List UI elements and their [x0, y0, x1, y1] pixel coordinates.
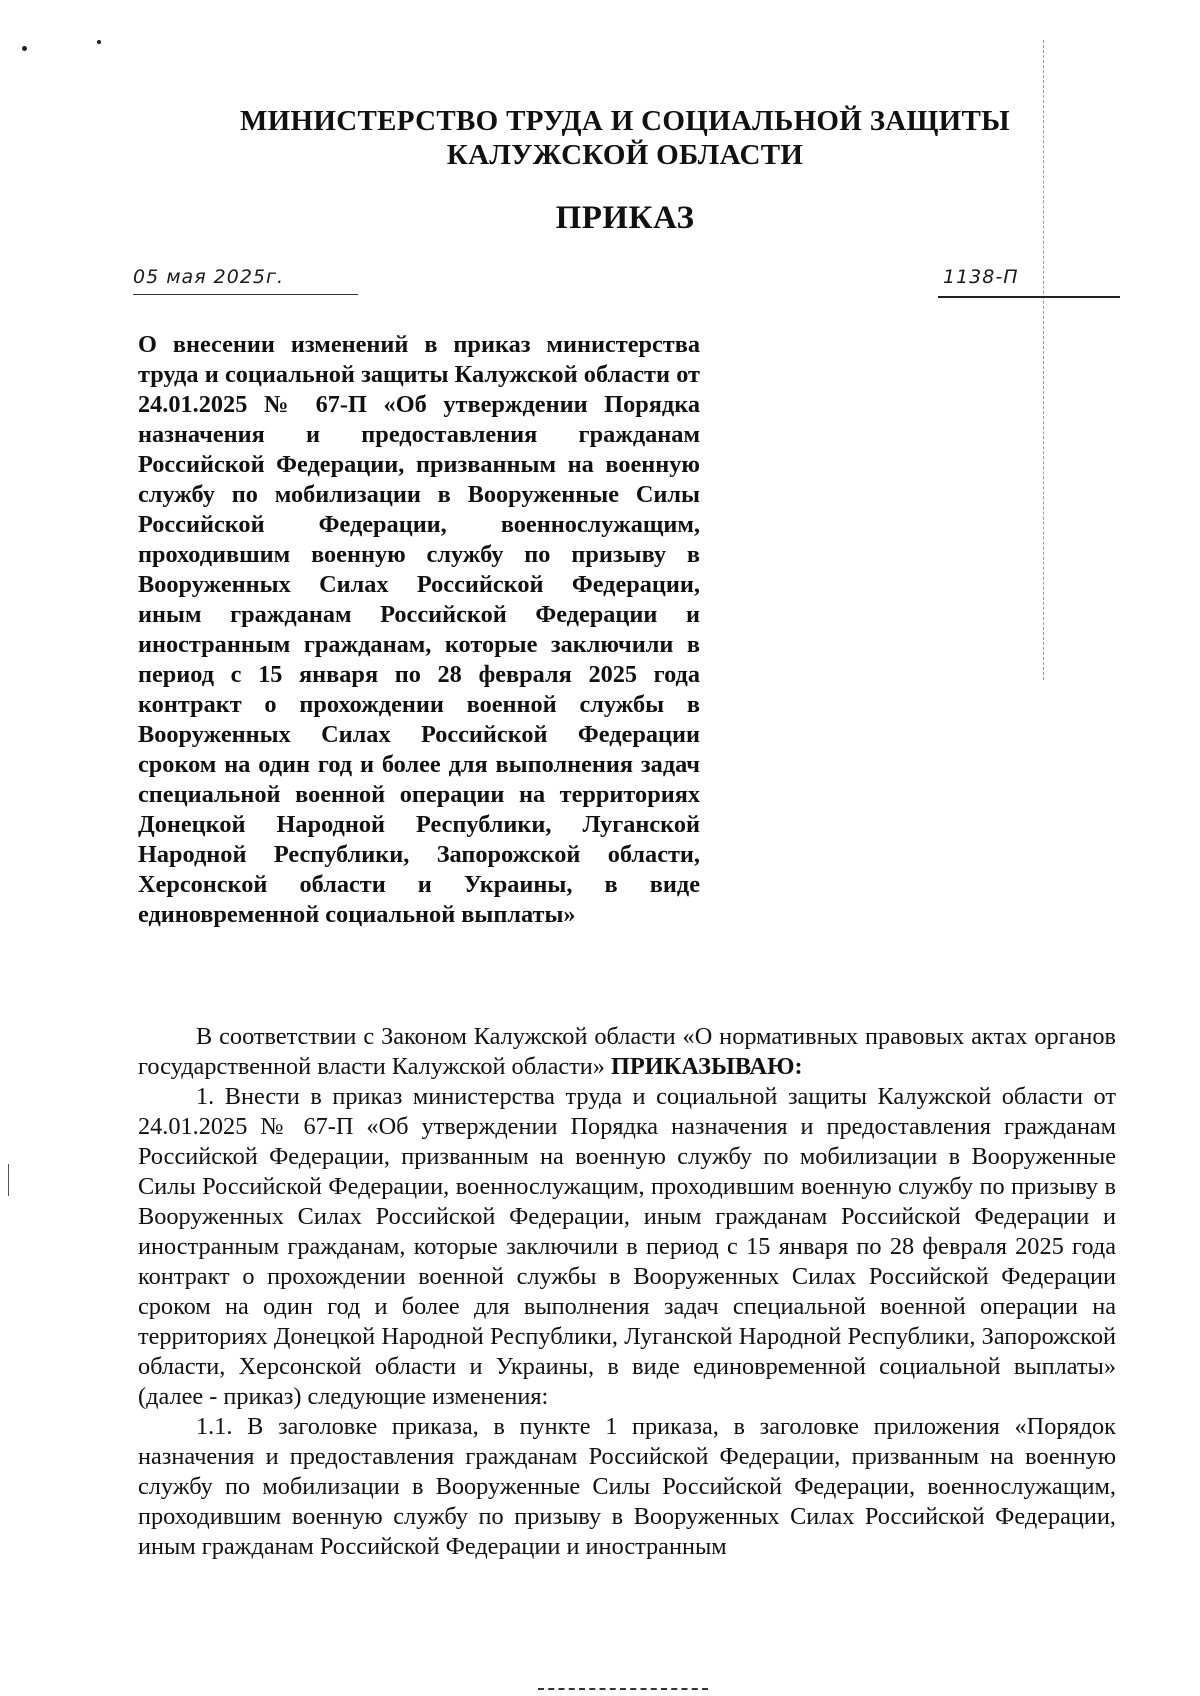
preamble-text: В соответствии с Законом Калужской области «О нормативных правовых актах органов государственной власти Калужской области» — [138, 1023, 1116, 1080]
preamble-paragraph — [138, 1022, 1116, 1082]
order-subject: О внесении изменений в приказ министерства труда и социальной защиты Калужской области от 24.01.2025 № 67-П «Об утверждении Порядка назначения и предоставления гражданам Российской Федерации, призванным на военную службу по мобилизации в Вооруженные Силы Российской Федерации, военнослужащим, проходившим военную службу по призыву в Вооруженных Силах Российской Федерации, иным гражданам Российской Федерации и иностранным гражданам, которые заключили в период с 15 января по 28 февраля 2025 года контракт о прохождении военной службы в Вооруженных Силах Российской Федерации сроком на один год и более для выполнения задач специальной военной операции на территориях Донецкой Народной Республики, Луганской Народной Республики, Запорожской области, Херсонской области и Украины, в виде единовременной социальной выплаты» — [138, 331, 700, 928]
document-title: ПРИКАЗ — [555, 200, 695, 236]
scan-bottom-marks — [538, 1688, 708, 1690]
date-field — [133, 294, 358, 295]
order-word: ПРИКАЗЫВАЮ: — [610, 1053, 803, 1080]
ministry-name-line1: МИНИСТЕРСТВО ТРУДА И СОЦИАЛЬНОЙ ЗАЩИТЫ — [240, 105, 1010, 137]
document-number: 1138-П — [943, 266, 1019, 288]
scan-speck — [22, 46, 27, 51]
ministry-name-line2: КАЛУЖСКОЙ ОБЛАСТИ — [446, 139, 804, 171]
document-date: 05 мая 2025г. — [133, 266, 285, 288]
number-underline — [938, 296, 1120, 298]
order-body — [138, 1022, 1116, 1562]
scan-speck — [97, 40, 101, 44]
ministry-header — [0, 104, 1200, 172]
paragraph-1: 1. Внести в приказ министерства труда и социальной защиты Калужской области от 24.01.2025 № 67-П «Об утверждении Порядка назначения и предоставления гражданам Российской Федерации, призванным на военную службу по мобилизации в Вооруженные Силы Российской Федерации, военнослужащим, проходившим военную службу по призыву в Вооруженных Силах Российской Федерации, иным гражданам Российской Федерации и иностранным гражданам, которые заключили в период с 15 января по 28 февраля 2025 года контракт о прохождении военной службы в Вооруженных Силах Российской Федерации сроком на один год и более для выполнения задач специальной военной операции на территориях Донецкой Народной Республики, Луганской Народной Республики, Запорожской области, Херсонской области и Украины, в виде единовременной социальной выплаты» (далее - приказ) следующие изменения: — [138, 1083, 1116, 1410]
paragraph-1-1: 1.1. В заголовке приказа, в пункте 1 приказа, в заголовке приложения «Порядок назначения и предоставления гражданам Российской Федерации, призванным на военную службу по мобилизации в Вооруженные Силы Российской Федерации, военнослужащим, проходившим военную службу по призыву в Вооруженных Силах Российской Федерации, иным гражданам Российской Федерации и иностранным — [138, 1413, 1116, 1560]
scan-margin-mark — [8, 1164, 9, 1196]
